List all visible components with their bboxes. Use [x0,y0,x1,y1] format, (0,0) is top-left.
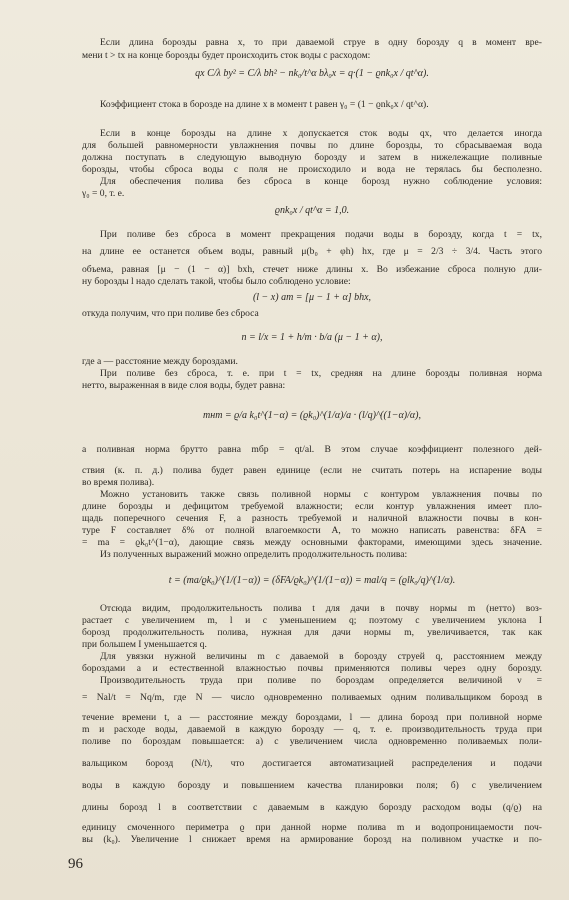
text-line: где a — расстояние между бороздами. [82,356,238,367]
text-line: Для увязки нужной величины m с даваемой в борозду струей q, расстоянием между [100,651,542,662]
text-line: = ma = ϱk₀t^(1−α), дающие связь между основными факторами, имеющими здесь значение. [82,537,542,548]
formula: mнт = ϱ/a k₀t^(1−α) = (ϱk₀)^(1/α)/a · (l/q)^((1−α)/α), [203,410,421,421]
text-line: ну борозды l надо сделать такой, чтобы было соблюдено условие: [82,276,351,287]
formula: qx C/λ by² = C/λ bh² − nk₀/t^α bλ₀x = q·(1 − ϱnk₀x / qt^α). [195,68,429,79]
text-line: откуда получим, что при поливе без сброса [82,308,259,319]
text-line: длины борозд l в соответствии с даваемым в каждую борозду расходом воды (q/ϱ) на [82,802,542,813]
page-number: 96 [68,856,83,872]
text-line: во время полива). [82,477,155,488]
text-line: γ₀ = 0, т. е. [82,188,125,199]
text-line: Если в конце борозды на длине x допускается сток воды qx, что делается иногда [100,128,542,139]
formula: (l − x) am = [μ − 1 + α] bhx, [252,292,372,303]
text-line: длине борозды и дефицитом требуемой влажности; если контур увлажнения имеет пло- [82,501,542,512]
text-line: течение времени t, a — расстояние между бороздами, l — длина борозд при поливной норме [82,712,542,723]
text-line: должна поступать в следующую выводную борозду и затем в нижележащие поливные [82,152,542,163]
text-line: щадь поперечного сечения F, а разность требуемой и наличной влажности почвы в кон- [82,513,542,524]
text-line: Коэффициент стока в борозде на длине x в момент t равен γ₀ = (1 − ϱnk₀x / qt^α). [100,99,429,110]
text-line: Производительность труда при поливе по бороздам определяется величиной ν = [100,675,542,686]
text-line: вальщиком борозд (N/t), что достигается автоматизацией распределения и подачи [82,758,542,769]
formula: t = (ma/ϱk₀)^(1/(1−α)) = (δFA/ϱk₀)^(1/(1−α)) = mal/q = (ϱlk₀/q)^(1/α). [168,575,456,586]
text-line: вы (k₀). Увеличение l снижает время на армирование борозд на поливном участке и по- [82,834,542,845]
formula: ϱnk₀x / qt^α = 1,0. [274,205,350,216]
text-line: = Nal/t = Nq/m, где N — число одновременно поливаемых одним поливальщиком борозд в [82,692,542,703]
text-line: мени t > tx на конце борозды будет происходить сток воды с расходом: [82,50,371,61]
text-line: Если длина борозды равна x, то при даваемой струе в одну борозду q в момент вре- [100,37,542,48]
text-line: При поливе без сброса в момент прекращения подачи воды в борозду, когда t = tx, [100,229,542,240]
text-line: бороздами a и естественной влажностью почвы применяются поливы через одну борозду. [82,663,542,674]
text-line: борозды, чтобы сброса воды с поля не происходило и вода не терялась бы бесполезно. [82,164,542,175]
text-line: на длине ее останется объем воды, равный μ(b₀ + φh) hx, где μ = 2/3 ÷ 3/4. Часть этого [82,246,542,257]
text-line: а поливная норма брутто равна mбр = qt/al. В этом случае коэффициент полезного дей- [82,444,542,455]
text-line: единицу смоченного периметра ϱ при данной норме полива m и водопроницаемости поч- [82,822,542,833]
text-line: m и расходе воды, даваемой в каждую борозду — q, т. е. производительность труда при [82,724,542,735]
text-line: туре F составляет δ% от полной влагоемкости A, то можно написать равенства: δFA = [82,525,542,536]
text-line: При поливе без сброса, т. е. при t = tx, средняя на длине борозды поливная норма [100,368,542,379]
text-line: Отсюда видим, продолжительность полива t для дачи в почву нормы m (нетто) воз- [100,603,542,614]
text-line: Для обеспечения полива без сброса в конце борозд нужно соблюдение условия: [100,176,542,187]
text-line: объема, равная [μ − (1 − α)] bxh, стечет ниже длины x. Во избежание сброса полную дли- [82,264,542,275]
text-line: Из полученных выражений можно определить продолжительность полива: [100,549,408,560]
text-line: растает с увеличением m, l и с уменьшением q; поэтому с увеличением уклона I [82,615,542,626]
text-line: ствия (к. п. д.) полива будет равен единице (если не считать потерь на испарение воды [82,465,542,476]
text-line: нетто, выраженная в виде слоя воды, будет равна: [82,380,286,391]
formula: n = l/x = 1 + h/m · b/a (μ − 1 + α), [241,332,383,343]
text-line: поливе по бороздам повышается: а) с увеличением числа одновременно поливаемых поли- [82,736,542,747]
text-line: при большем I уменьшается q. [82,639,207,650]
text-line: борозд продолжительность полива, нужная для дачи нормы m, увеличивается, так как [82,627,542,638]
text-line: Можно установить также связь поливной нормы с контуром увлажнения почвы по [100,489,542,500]
text-line: для большей равномерности увлажнения почвы по длине борозды, то сбрасываемая вода [82,140,542,151]
text-line: воды в каждую борозду и повышением качества планировки поля; б) с увеличением [82,780,542,791]
